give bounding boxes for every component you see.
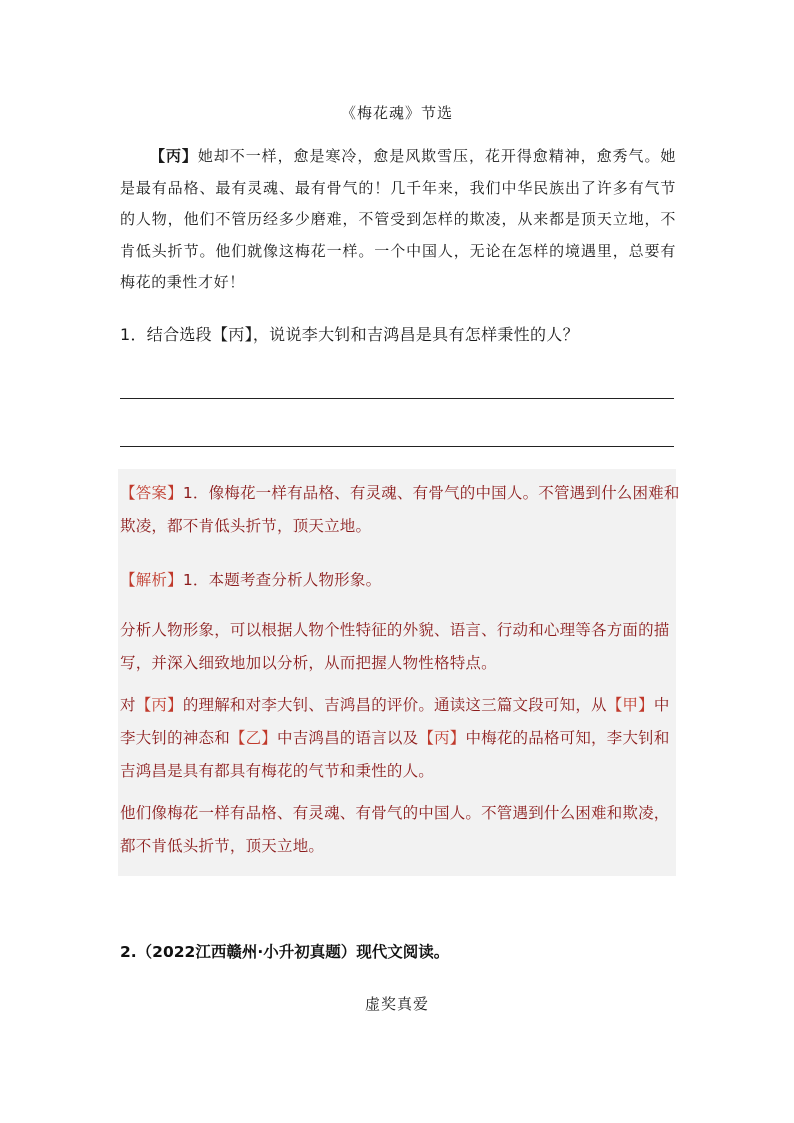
para2-tag-bing: 【丙】: [135, 696, 183, 714]
analysis-paragraph-1: 分析人物形象，可以根据人物个性特征的外貌、语言、行动和心理等各方面的描写，并深入细致地加以分析，从而把握人物性格特点。: [120, 621, 670, 672]
para2-text-5: 中梅花的品格可知，李大钊和吉鸿昌是具有都具有梅花的气节和秉性的人。: [120, 729, 670, 780]
para2-text-2: 的理解和对李大钊、吉鸿昌的评价。通读这三篇文段可知，从: [182, 696, 607, 714]
analysis-heading: [120, 564, 680, 597]
passage-title: 《梅花魂》节选: [340, 104, 453, 122]
para2-text-3: 中李大钊的神态和: [120, 696, 670, 747]
next-passage-title: 虚奖真爱: [364, 995, 429, 1013]
passage-body: 她却不一样，愈是寒冷，愈是风欺雪压，花开得愈精神，愈秀气。她是最有品格、最有灵魂、最有骨气的！几千年来，我们中华民族出了许多有气节的人物，他们不管历经多少磨难，不管受到怎样的欺凌，从来都是顶天立地，不肯低头折节。他们就像这梅花一样。一个中国人，无论在怎样的境遇里，总要有梅花的秉性才好！: [120, 147, 676, 291]
analysis-tag: 【解析】: [120, 571, 183, 589]
question-2: 2.（2022江西赣州·小升初真题）现代文阅读。: [120, 943, 450, 961]
para2-text-1: 对: [120, 696, 136, 714]
answer-tag: 【答案】: [120, 484, 183, 502]
para2-tag-jia: 【甲】: [606, 696, 654, 714]
answer-paragraph: [120, 477, 680, 543]
analysis-text: 1．本题考查分析人物形象。: [182, 571, 382, 589]
passage-text: [120, 141, 676, 299]
analysis-paragraph-2: [120, 689, 680, 788]
answer-text: 1．像梅花一样有品格、有灵魂、有骨气的中国人。不管遇到什么困难和欺凌，都不肯低头折节，顶天立地。: [120, 484, 680, 535]
passage-marker: 【丙】: [150, 147, 198, 165]
answer-line-2: [120, 446, 674, 447]
analysis-paragraph-3: 他们像梅花一样有品格、有灵魂、有骨气的中国人。不管遇到什么困难和欺凌，都不肯低头折节，顶天立地。: [120, 804, 670, 855]
question-1: 1．结合选段【丙】，说说李大钊和吉鸿昌是具有怎样秉性的人？: [120, 325, 579, 344]
answer-line-1: [120, 398, 674, 399]
para2-tag-yi: 【乙】: [229, 729, 278, 747]
para2-text-4: 中吉鸿昌的语言以及: [277, 729, 419, 747]
para2-tag-bing-2: 【丙】: [418, 729, 466, 747]
